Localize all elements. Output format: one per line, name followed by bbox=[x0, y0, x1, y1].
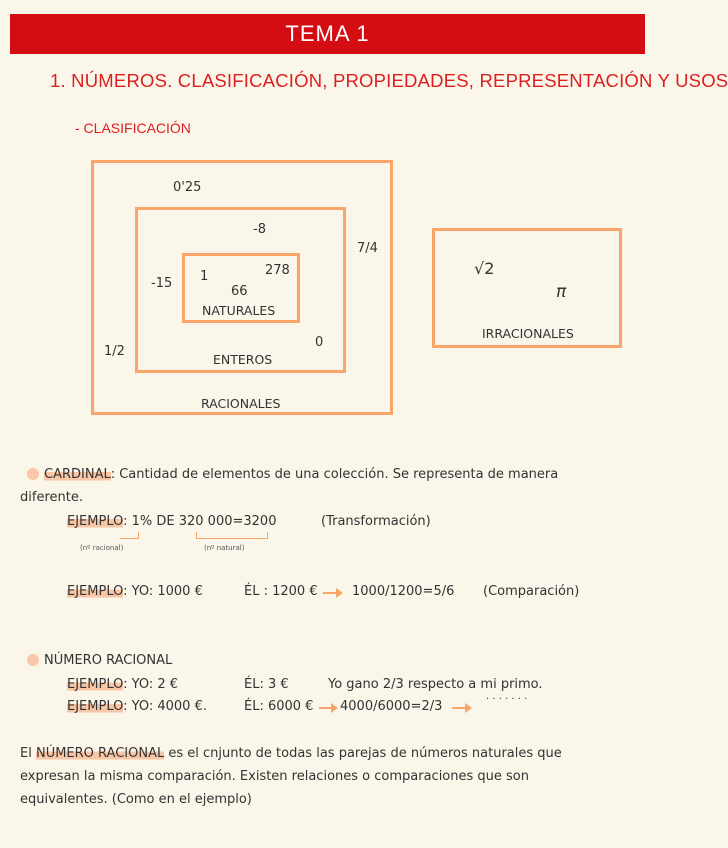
cardinal-definition-line2: diferente. bbox=[20, 490, 83, 505]
number-278: 278 bbox=[265, 263, 290, 278]
number-zero: 0 bbox=[315, 335, 324, 350]
number-sqrt2: √2 bbox=[474, 259, 495, 278]
cardinal-example2-yo: : YO: 1000 € bbox=[123, 584, 203, 599]
banner-title: TEMA 1 bbox=[285, 21, 370, 46]
number-7-4: 7/4 bbox=[357, 241, 378, 256]
natural-underline-bracket bbox=[196, 532, 268, 539]
racional-bullet bbox=[27, 654, 39, 666]
arrow-icon bbox=[323, 592, 341, 594]
irracionales-label: IRRACIONALES bbox=[482, 326, 574, 341]
paragraph-term: NÚMERO RACIONAL bbox=[35, 746, 165, 761]
title-banner bbox=[10, 14, 645, 54]
paragraph-line2: expresan la misma comparación. Existen relaciones o comparaciones que son bbox=[20, 769, 529, 784]
paragraph-line1 bbox=[20, 746, 562, 761]
note-racional: (nº racional) bbox=[80, 544, 124, 552]
cardinal-bullet bbox=[27, 468, 39, 480]
cardinal-term: CARDINAL bbox=[44, 467, 111, 482]
arrow-icon bbox=[452, 707, 470, 709]
racionales-label: RACIONALES bbox=[201, 396, 281, 411]
enteros-label: ENTEROS bbox=[213, 352, 273, 367]
racional-example1-label: EJEMPLO bbox=[67, 677, 124, 692]
racional-term: NÚMERO RACIONAL bbox=[44, 653, 173, 668]
cardinal-example2 bbox=[67, 584, 203, 599]
paragraph-line3: equivalentes. (Como en el ejemplo) bbox=[20, 792, 252, 807]
racional-underline-bracket bbox=[120, 532, 139, 539]
number-minus-8: -8 bbox=[253, 222, 266, 237]
racional-example1-yo: : YO: 2 € bbox=[123, 677, 179, 692]
number-one: 1 bbox=[200, 269, 209, 284]
cardinal-example1-type: (Transformación) bbox=[321, 514, 431, 529]
racional-example1-result: Yo gano 2/3 respecto a mi primo. bbox=[328, 677, 543, 692]
cardinal-example2-result: 1000/1200=5/6 bbox=[352, 584, 455, 599]
number-pi: π bbox=[556, 282, 567, 302]
arrow-icon bbox=[319, 707, 336, 709]
cardinal-example2-el: ÉL : 1200 € bbox=[244, 584, 318, 599]
cardinal-example2-label: EJEMPLO bbox=[67, 584, 124, 599]
cardinal-example1 bbox=[67, 514, 276, 529]
cardinal-example2-type: (Comparación) bbox=[483, 584, 580, 599]
paragraph-lead: El bbox=[20, 746, 36, 761]
note-natural: (nº natural) bbox=[204, 544, 245, 552]
cardinal-example1-label: EJEMPLO bbox=[67, 514, 124, 529]
number-one-half: 1/2 bbox=[104, 344, 125, 359]
number-minus-15: -15 bbox=[151, 276, 173, 291]
racional-example2-dots: · · · · · · · bbox=[486, 694, 528, 705]
racional-example1-el: ÉL: 3 € bbox=[244, 677, 289, 692]
cardinal-definition-line1 bbox=[44, 467, 558, 482]
racional-example2-el: ÉL: 6000 € bbox=[244, 699, 314, 714]
racional-example2-label: EJEMPLO bbox=[67, 699, 124, 714]
subsection-heading: - CLASIFICACIÓN bbox=[75, 120, 191, 136]
racional-example2 bbox=[67, 699, 207, 714]
section-heading: 1. NÚMEROS. CLASIFICACIÓN, PROPIEDADES, REPRESENTACIÓN Y USOS bbox=[50, 70, 728, 91]
naturales-label: NATURALES bbox=[202, 303, 276, 318]
number-66: 66 bbox=[231, 284, 248, 299]
cardinal-example1-text: : 1% DE 320 000=3200 bbox=[123, 514, 277, 529]
racional-example1 bbox=[67, 677, 178, 692]
paragraph-line1-text: es el cnjunto de todas las parejas de números naturales que bbox=[164, 746, 562, 761]
cardinal-definition-text: : Cantidad de elementos de una colección. Se representa de manera bbox=[110, 467, 559, 482]
racional-example2-result: 4000/6000=2/3 bbox=[340, 699, 443, 714]
number-0-25: 0'25 bbox=[173, 180, 202, 195]
racional-example2-yo: : YO: 4000 €. bbox=[123, 699, 207, 714]
